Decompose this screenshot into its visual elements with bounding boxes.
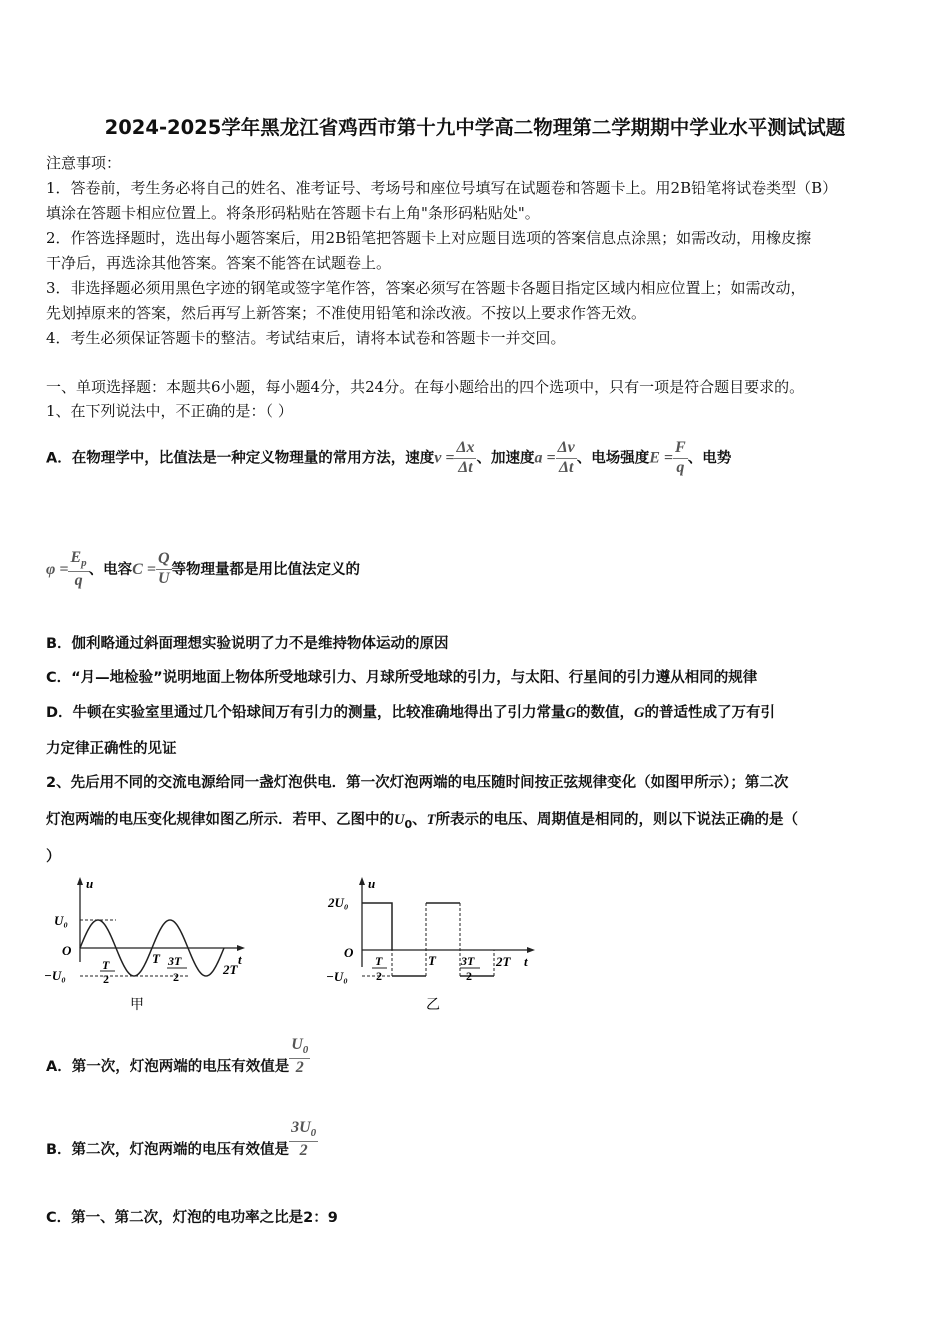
q1-a-mid4: 、电容 — [88, 561, 133, 578]
fig2-tick-T: T — [428, 953, 436, 968]
fig1-axis-u-label: u — [86, 876, 94, 891]
q1-a-mid1: 、加速度 — [476, 450, 535, 467]
field-fraction: $\frac{F}{q}$ — [675, 439, 686, 476]
fig2-tick-3half-den: 2 — [466, 969, 472, 983]
notice-item-4: 4．考生必须保证答题卡的整洁。考试结束后，请将本试卷和答题卡一并交回。 — [46, 329, 566, 347]
q2-option-b: B．第二次，灯泡两端的电压有效值是 $\frac{3U_0}{2}$ — [46, 1119, 317, 1159]
section-heading: 一、单项选择题：本题共6小题，每小题4分，共24分。在每小题给出的四个选项中，只有一项是符合题目要求的。 — [46, 378, 805, 396]
fig1-u0-label: U₀ — [54, 913, 68, 928]
q2-b-fraction: $\frac{3U_0}{2}$ — [291, 1119, 317, 1159]
q1-option-c: C．“月—地检验”说明地面上物体所受地球引力、月球所受地球的引力，与太阳、行星间的引力遵从相同的规律 — [46, 670, 758, 686]
fig1-tick-T: T — [152, 951, 160, 966]
q1-option-a-line1 — [46, 440, 731, 477]
figure-yi — [322, 872, 547, 1017]
notice-item-1a: 1．答卷前，考生务必将自己的姓名、准考证号、考场号和座位号填写在试题卷和答题卡上。用2B铅笔将试卷类型（B） — [46, 179, 838, 197]
fig1-tick-half-den: 2 — [103, 972, 109, 986]
q1-option-d-line2: 力定律正确性的见证 — [46, 741, 177, 757]
figure-jia — [40, 872, 260, 1017]
notice-item-3a: 3．非选择题必须用黑色字迹的钢笔或签字笔作答，答案必须写在答题卡各题目指定区域内相应位置上；如需改动， — [46, 279, 806, 297]
q2-a-fraction: $\frac{U_0}{2}$ — [291, 1036, 309, 1076]
fig1-tick-3half-num: 3T — [168, 954, 182, 968]
fig2-tick-2T: 2T — [496, 954, 511, 969]
question-1-stem: 1、在下列说法中，不正确的是：（ ） — [46, 402, 293, 420]
fig1-axis-t-label: t — [238, 952, 242, 967]
fig2-neg-u0-label: −U₀ — [326, 969, 348, 984]
fig1-tick-half-num: T — [102, 958, 110, 972]
field-lhs: E = — [649, 449, 674, 467]
fig1-u-arrow-icon — [77, 877, 83, 885]
fig1-caption: 甲 — [130, 998, 144, 1013]
fig1-origin: O — [62, 943, 72, 958]
acceleration-lhs: a = — [534, 449, 556, 467]
q1-option-b: B．伽利略通过斜面理想实验说明了力不是维持物体运动的原因 — [46, 636, 449, 652]
notice-item-2a: 2．作答选择题时，选出每小题答案后，用2B铅笔把答题卡上对应题目选项的答案信息点涂黑；如需改动，用橡皮擦 — [46, 229, 812, 247]
fig2-caption: 乙 — [426, 998, 440, 1013]
page-title: 2024-2025学年黑龙江省鸡西市第十九中学高二物理第二学期期中学业水平测试试题 — [104, 116, 846, 139]
velocity-fraction: $\frac{\Delta x}{\Delta t}$ — [456, 439, 475, 476]
fig2-tick-3half-num: 3T — [461, 954, 475, 968]
q1-a-mid3: 、电势 — [687, 450, 732, 467]
velocity-lhs: v = — [434, 449, 455, 467]
fig1-t-arrow-icon — [237, 945, 245, 951]
q1-a-suffix: 等物理量都是用比值法定义的 — [171, 561, 361, 578]
fig2-two-u0-label: 2U₀ — [328, 895, 349, 910]
notice-item-1b: 填涂在答题卡相应位置上。将条形码粘贴在答题卡右上角"条形码粘贴处"。 — [46, 204, 540, 222]
question-2-stem-1: 2、先后用不同的交流电源给同一盏灯泡供电．第一次灯泡两端的电压随时间按正弦规律变化（如图甲所示）；第二次 — [46, 775, 789, 791]
notice-heading: 注意事项： — [46, 154, 122, 172]
q1-a-prefix: A．在物理学中，比值法是一种定义物理量的常用方法，速度 — [46, 450, 435, 467]
q2-option-a: A．第一次，灯泡两端的电压有效值是 $\frac{U_0}{2}$ — [46, 1036, 309, 1076]
notice-item-3b: 先划掉原来的答案，然后再写上新答案；不准使用铅笔和涂改液。不按以上要求作答无效。 — [46, 304, 647, 322]
fig2-axis-u-label: u — [368, 876, 376, 891]
question-2-stem-3: ） — [46, 849, 61, 865]
capacitance-lhs: C = — [132, 560, 156, 578]
potential-fraction: $\frac{E_p}{q}$ — [70, 549, 87, 589]
q2-option-c: C．第一、第二次，灯泡的电功率之比是2：9 — [46, 1210, 338, 1226]
question-2-stem-2: 灯泡两端的电压变化规律如图乙所示．若甲、乙图中的$U_0$、T所表示的电压、周期值是相同的，则以下说法正确的是（ — [46, 812, 798, 831]
fig2-tick-half-num: T — [375, 954, 383, 968]
capacitance-fraction: $\frac{Q}{U}$ — [157, 550, 170, 588]
q1-option-d-line1: D．牛顿在实验室里通过几个铅球间万有引力的测量，比较准确地得出了引力常量G的数值，G的普适性成了万有引 — [46, 705, 776, 721]
q1-option-a-line2 — [46, 550, 360, 590]
potential-lhs: φ = — [46, 560, 69, 578]
fig1-neg-u0-label: −U₀ — [44, 968, 66, 983]
acceleration-fraction: $\frac{\Delta v}{\Delta t}$ — [557, 439, 575, 476]
fig2-origin: O — [344, 945, 354, 960]
fig1-tick-3half-den: 2 — [173, 970, 179, 984]
fig1-tick-2T: 2T — [223, 962, 238, 977]
q1-a-mid2: 、电场强度 — [576, 450, 650, 467]
notice-item-2b: 干净后，再选涂其他答案。答案不能答在试题卷上。 — [46, 254, 392, 272]
fig2-tick-half-den: 2 — [376, 969, 382, 983]
fig2-axis-t-label: t — [524, 954, 528, 969]
fig2-t-arrow-icon — [527, 947, 535, 953]
fig2-u-arrow-icon — [359, 877, 365, 885]
fig2-square-wave — [362, 903, 392, 950]
